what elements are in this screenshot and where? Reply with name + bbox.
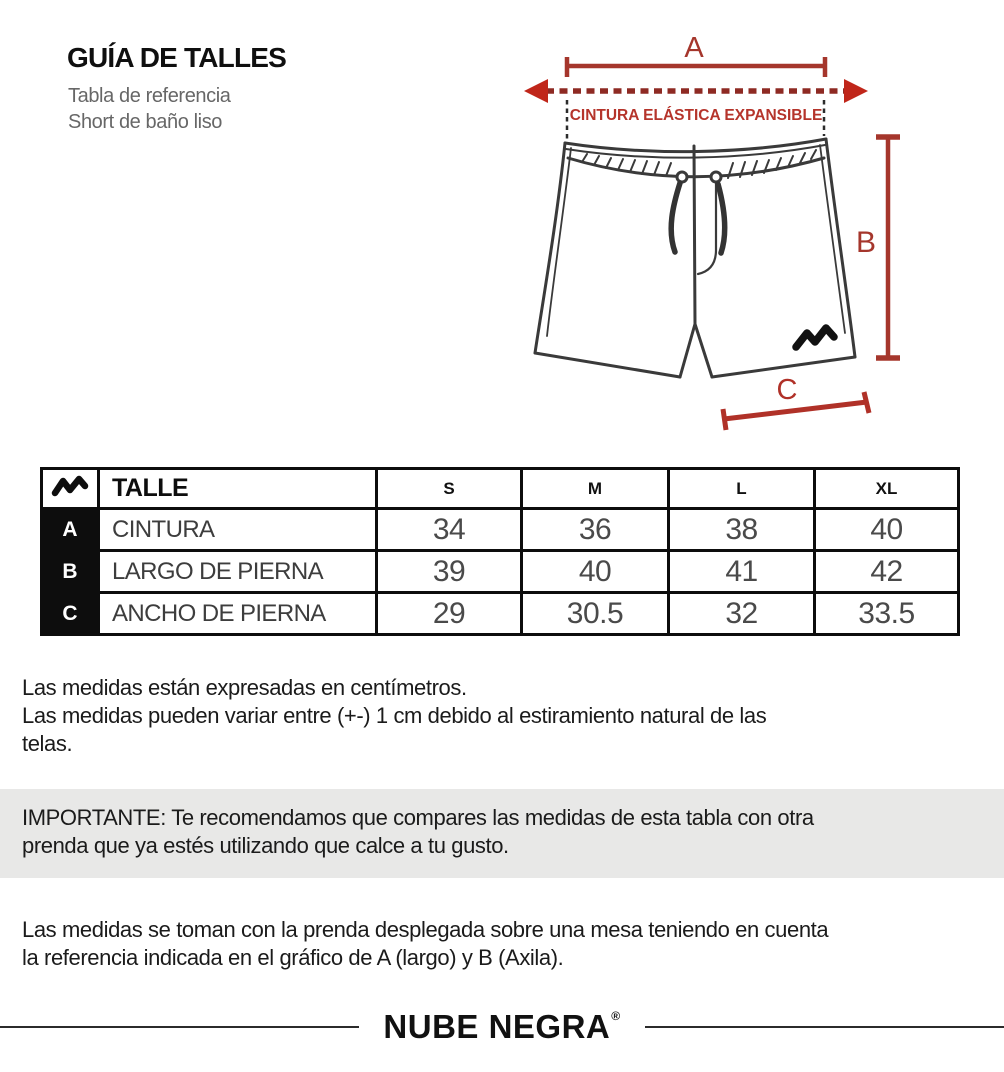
shorts-illustration (535, 139, 855, 377)
size-value-cell: 34 (377, 509, 522, 551)
eyelet-right (711, 172, 721, 182)
measure-b (856, 137, 900, 358)
column-header-m: M (522, 469, 669, 509)
registered-mark: ® (611, 1009, 621, 1023)
footer (0, 1006, 1004, 1048)
table-row-ancho-de-pierna (42, 593, 959, 635)
measure-a-label: A (684, 32, 704, 64)
measure-c-label: C (776, 374, 798, 406)
shorts-measurement-diagram (500, 10, 1004, 440)
row-label-largo: LARGO DE PIERNA (99, 551, 377, 593)
brand-wordmark (383, 1008, 620, 1046)
measure-b-label: B (855, 226, 877, 259)
note-line: telas. (22, 731, 73, 756)
arrow-left-head-icon (524, 79, 548, 103)
size-value-cell: 42 (815, 551, 959, 593)
row-label-cintura: CINTURA (99, 509, 377, 551)
column-header-s: S (377, 469, 522, 509)
note-line: Las medidas se toman con la prenda desplegada sobre una mesa teniendo en cuenta (22, 917, 829, 942)
brand-zigzag-logo-icon (42, 469, 99, 509)
note-line: Las medidas están expresadas en centímetros. (22, 675, 467, 700)
brand-name: NUBE NEGRA (383, 1008, 611, 1045)
elastic-waist-arrow (524, 79, 868, 139)
row-letter-c: C (42, 593, 99, 635)
eyelet-left (677, 172, 687, 182)
arrow-right-head-icon (844, 79, 868, 103)
size-value-cell: 32 (669, 593, 815, 635)
footer-rule-right (645, 1026, 1004, 1028)
page-subtitle (68, 83, 231, 135)
column-header-l: L (669, 469, 815, 509)
size-value-cell: 39 (377, 551, 522, 593)
row-letter-a: A (42, 509, 99, 551)
table-header-row (42, 469, 959, 509)
size-value-cell: 36 (522, 509, 669, 551)
measure-a (567, 32, 825, 77)
table-row-cintura (42, 509, 959, 551)
subtitle-line-2: Short de baño liso (68, 111, 223, 133)
units-note (22, 674, 766, 758)
waistband-note-label: CINTURA ELÁSTICA EXPANSIBLE (569, 107, 823, 124)
table-row-largo-de-pierna (42, 551, 959, 593)
size-value-cell: 41 (669, 551, 815, 593)
important-line: IMPORTANTE: Te recomendamos que compares las medidas de esta tabla con otra (22, 805, 814, 830)
size-guide-table (40, 467, 960, 636)
size-value-cell: 40 (815, 509, 959, 551)
important-line: prenda que ya estés utilizando que calce a tu gusto. (22, 833, 509, 858)
subtitle-line-1: Tabla de referencia (68, 85, 231, 107)
size-value-cell: 38 (669, 509, 815, 551)
page-title: GUÍA DE TALLES (67, 42, 287, 73)
row-label-ancho: ANCHO DE PIERNA (99, 593, 377, 635)
column-header-talle: TALLE (99, 469, 377, 509)
row-letter-b: B (42, 551, 99, 593)
size-value-cell: 40 (522, 551, 669, 593)
note-line: Las medidas pueden variar entre (+-) 1 cm debido al estiramiento natural de las (22, 703, 767, 728)
size-value-cell: 30.5 (522, 593, 669, 635)
footer-rule-left (0, 1026, 359, 1028)
measure-c (723, 374, 869, 430)
size-value-cell: 29 (377, 593, 522, 635)
size-value-cell: 33.5 (815, 593, 959, 635)
note-line: la referencia indicada en el gráfico de A (largo) y B (Axila). (22, 945, 564, 970)
measurement-method-note (22, 916, 828, 972)
important-note-box (0, 789, 1004, 878)
column-header-xl: XL (815, 469, 959, 509)
